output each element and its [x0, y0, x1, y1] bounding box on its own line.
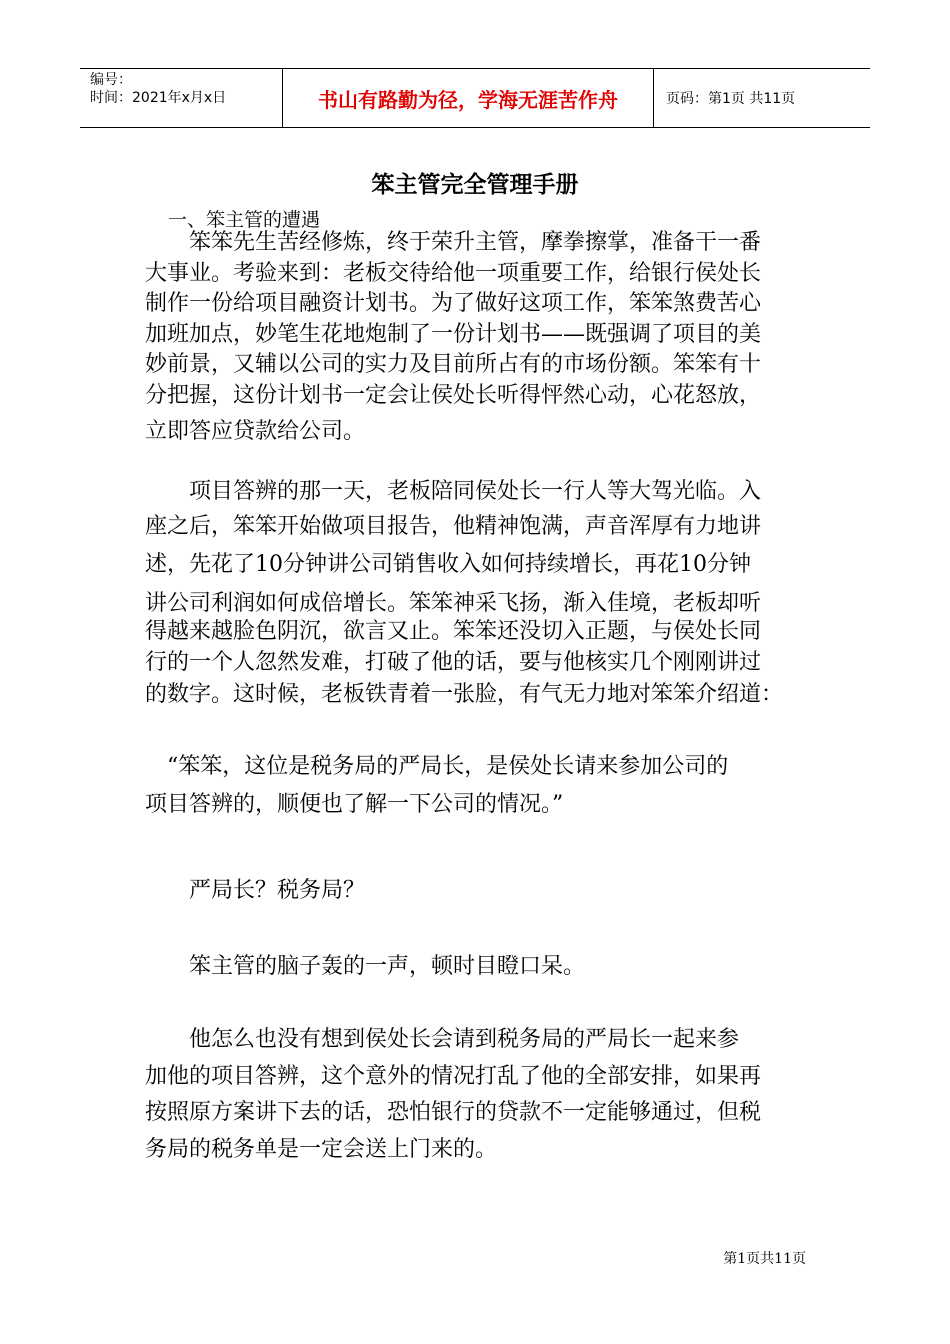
header-meta — [80, 69, 282, 127]
paragraph-line: 制作一份给项目融资计划书。为了做好这项工作，笨笨煞费苦心 — [145, 291, 762, 316]
paragraph-line: “笨笨，这位是税务局的严局长，是侯处长请来参加公司的 — [145, 754, 729, 779]
paragraph-line: 妙前景，又辅以公司的实力及目前所占有的市场份额。笨笨有十 — [145, 352, 762, 377]
paragraph-6 — [145, 1022, 761, 1168]
paragraph-line: 项目答辨的，顺便也了解一下公司的情况。” — [145, 792, 564, 817]
document-header — [80, 68, 870, 128]
paragraph-line: 大事业。考验来到：老板交待给他一项重要工作，给银行侯处长 — [145, 260, 762, 286]
paragraph-1 — [145, 228, 761, 448]
paragraph-line: 分把握，这份计划书一定会让侯处长听得怦然心动，心花怒放， — [145, 382, 762, 408]
paragraph-4 — [145, 872, 365, 910]
paragraph-line: 项目答辨的那一天，老板陪同侯处长一行人等大驾光临。入 — [145, 479, 762, 504]
header-page-info: 页码：第1页 共11页 — [666, 91, 796, 107]
document-number-label: 编号： — [90, 72, 132, 88]
document-time-label: 时间：2021年x月x日 — [90, 90, 227, 106]
paragraph-line: 严局长？税务局？ — [145, 878, 366, 903]
paragraph-line: 笨主管的脑子轰的一声，顿时目瞪口呆。 — [145, 954, 586, 979]
paragraph-line: 述，先花了10分钟讲公司销售收入如何持续增长，再花10分钟 — [145, 552, 751, 577]
header-motto: 书山有路勤为径，学海无涯苦作舟 — [282, 69, 654, 127]
paragraph-line: 按照原方案讲下去的话，恐怕银行的贷款不一定能够通过，但税 — [145, 1100, 762, 1125]
paragraph-line: 立即答应贷款给公司。 — [145, 419, 366, 444]
paragraph-line: 他怎么也没有想到侯处长会请到税务局的严局长一起来参 — [145, 1027, 740, 1052]
paragraph-line: 讲公司利润如何成倍增长。笨笨神采飞扬，渐入佳境，老板却听 — [145, 590, 762, 616]
paragraph-line: 得越来越脸色阴沉，欲言又止。笨笨还没切入正题，与侯处长同 — [145, 619, 762, 644]
paragraph-line: 的数字。这时候，老板铁青着一张脸，有气无力地对笨笨介绍道： — [145, 682, 784, 707]
paragraph-line: 笨笨先生苦经修炼，终于荣升主管，摩拳擦掌，准备干一番 — [145, 230, 762, 255]
paragraph-5 — [145, 948, 585, 986]
paragraph-3 — [145, 748, 728, 824]
paragraph-line: 加班加点，妙笔生花地炮制了一份计划书——既强调了项目的美 — [145, 321, 762, 347]
page-footer: 第1页共11页 — [723, 1251, 806, 1267]
document-title: 笨主管完全管理手册 — [371, 172, 579, 198]
paragraph-line: 务局的税务单是一定会送上门来的。 — [145, 1136, 498, 1162]
paragraph-line: 座之后，笨笨开始做项目报告，他精神饱满，声音浑厚有力地讲 — [145, 513, 762, 539]
paragraph-2 — [145, 475, 783, 713]
section-heading: 一、笨主管的遭遇 — [168, 209, 321, 231]
paragraph-line: 行的一个人忽然发难，打破了他的话，要与他核实几个刚刚讲过 — [145, 649, 762, 675]
paragraph-line: 加他的项目答辨，这个意外的情况打乱了他的全部安排，如果再 — [145, 1063, 762, 1089]
